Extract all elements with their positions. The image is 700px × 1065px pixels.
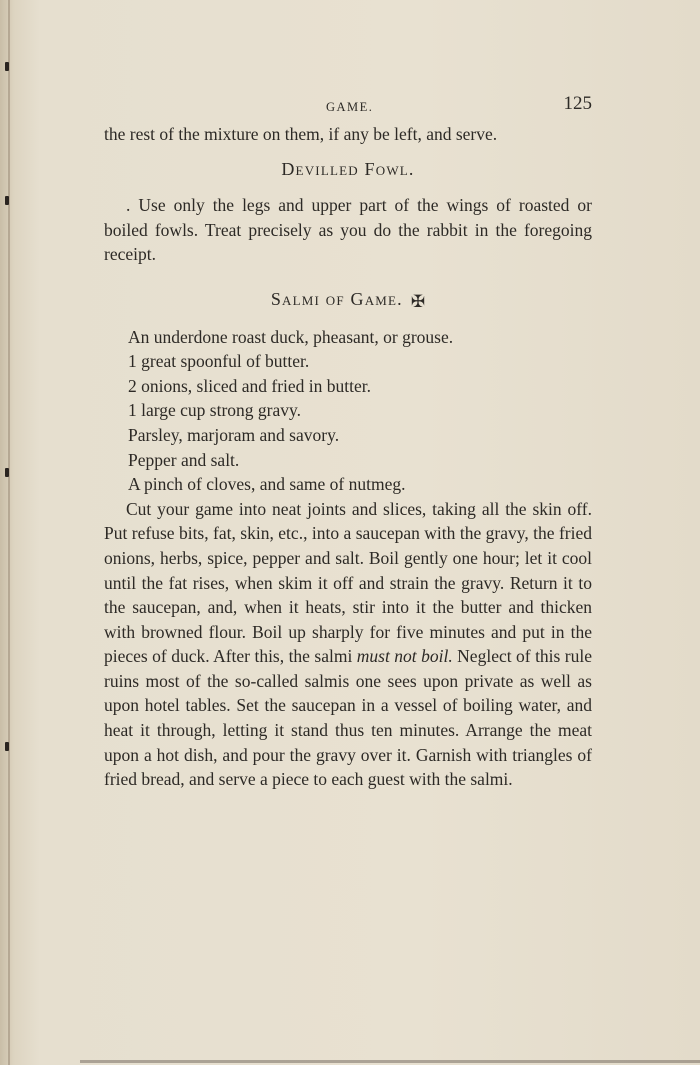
gutter-mark	[5, 196, 9, 205]
ingredient-list	[104, 325, 592, 497]
ingredient-item: 1 great spoonful of butter.	[128, 351, 310, 372]
running-head: GAME.	[326, 100, 374, 114]
carryover-paragraph: the rest of the mixture on them, if any be left, and serve.	[104, 124, 498, 144]
section-title-salmi	[104, 287, 592, 313]
ingredient-item: Parsley, marjoram and savory.	[128, 424, 340, 445]
ingredient-item: Pepper and salt.	[128, 449, 240, 470]
gutter-mark	[5, 468, 9, 477]
cross-mark-icon: ✠	[410, 291, 426, 311]
gutter-mark	[5, 62, 9, 71]
page-header	[104, 90, 592, 116]
directions-text-continued: Neglect of this rule ruins most of the so-called salmis one sees upon private as well as upon hotel tables. Set the saucepan in a vessel of boiling water, and heat it through, letting it stand thus ten minutes. Arrange the meat upon a hot dish, and pour the gravy over it. Garnish with triangles of fried bread, and serve a piece to each guest with the salmi.	[104, 646, 593, 790]
gutter-mark	[5, 742, 9, 751]
page-number: 125	[563, 93, 592, 114]
ingredient-item: 1 large cup strong gravy.	[128, 400, 302, 421]
salmi-directions	[104, 497, 592, 792]
binding-gutter	[8, 0, 10, 1065]
directions-emphasis: must not boil.	[356, 646, 453, 667]
salmi-title-text: Salmi of Game.	[270, 288, 403, 309]
page-bottom-edge	[80, 1060, 700, 1063]
devilled-fowl-body: . Use only the legs and upper part of the wings of roasted or boiled fowls. Treat precisely as you do the rabbit in the foregoing receipt.	[104, 195, 592, 265]
ingredient-item: A pinch of cloves, and same of nutmeg.	[128, 474, 406, 495]
ingredient-item: An underdone roast duck, pheasant, or grouse.	[128, 326, 454, 347]
directions-text: Cut your game into neat joints and slices, taking all the skin off. Put refuse bits, fat, skin, etc., into a saucepan with the gravy, the fried onions, herbs, spice, pepper and salt. Boil gently one hour; let it cool until the fat rises, when skim it off and strain the gravy. Return it to the saucepan, and, when it heats, stir into it the butter and thicken with browned flour. Boil up sharply for five minutes and put in the pieces of duck. After this, the salmi	[104, 498, 592, 667]
section-title-devilled-fowl: Devilled Fowl.	[281, 158, 415, 179]
ingredient-item: 2 onions, sliced and fried in butter.	[128, 375, 372, 396]
page-text	[104, 90, 592, 792]
